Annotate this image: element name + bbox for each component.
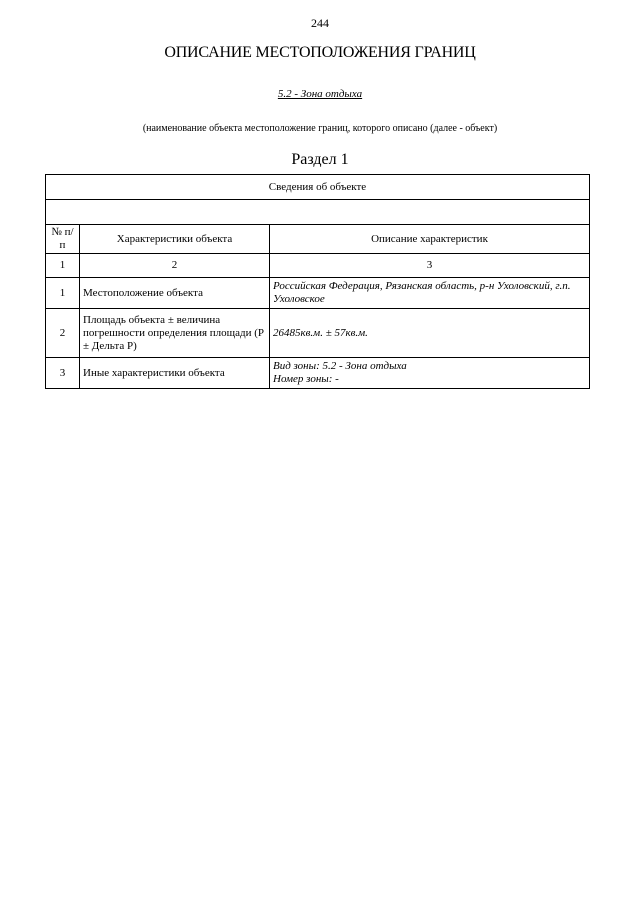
row-characteristic: Местоположение объекта (80, 278, 270, 309)
description-line: Вид зоны: 5.2 - Зона отдыха (273, 360, 407, 372)
column-header-characteristic: Характеристики объекта (80, 225, 270, 254)
row-number: 1 (46, 278, 80, 309)
object-info-table (45, 174, 590, 389)
column-index-2: 2 (80, 254, 270, 278)
zone-name: 5.2 - Зона отдыха (277, 88, 363, 100)
column-index-row (46, 254, 590, 278)
row-characteristic: Площадь объекта ± величина погрешности определения площади (P ± Дельта P) (80, 309, 270, 358)
column-index-1: 1 (46, 254, 80, 278)
column-index-3: 3 (270, 254, 590, 278)
row-description (270, 278, 590, 309)
table-row (46, 278, 590, 309)
table-empty-row (46, 200, 590, 225)
column-header-description: Описание характеристик (270, 225, 590, 254)
page-number: 244 (311, 16, 329, 30)
description-line: 26485кв.м. ± 57кв.м. (273, 326, 368, 339)
table-header-row (46, 175, 590, 200)
document-title: ОПИСАНИЕ МЕСТОПОЛОЖЕНИЯ ГРАНИЦ (164, 44, 476, 61)
table-row (46, 358, 590, 389)
column-header-num: № п/п (46, 225, 80, 254)
section-title: Раздел 1 (291, 151, 349, 168)
row-characteristic: Иные характеристики объекта (80, 358, 270, 389)
column-header-row (46, 225, 590, 254)
table-row (46, 309, 590, 358)
row-description (270, 358, 590, 389)
row-number: 3 (46, 358, 80, 389)
description-line: Номер зоны: - (273, 373, 339, 385)
row-number: 2 (46, 309, 80, 358)
empty-cell (46, 200, 590, 225)
object-caption: (наименование объекта местоположение границ, которого описано (далее - объект) (142, 123, 498, 134)
row-description (270, 309, 590, 358)
table-header: Сведения об объекте (46, 175, 590, 200)
description-line: Российская Федерация, Рязанская область, р-н Ухоловский, г.п. Ухоловское (273, 280, 571, 305)
